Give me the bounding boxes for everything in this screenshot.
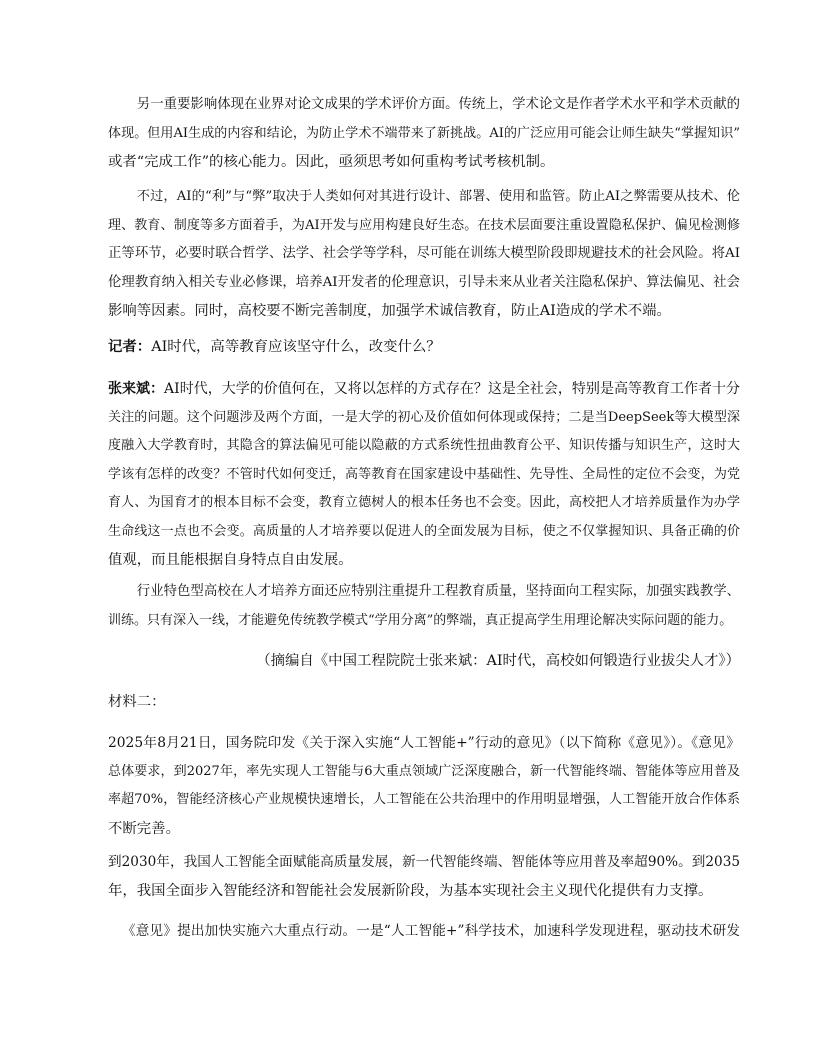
paragraph-academic-evaluation bbox=[108, 91, 740, 177]
text-line: 不过，AI的“利”与“弊”取决于人类如何对其进行设计、部署、使用和监管。防止AI之弊需要从技术、伦 bbox=[136, 189, 740, 204]
source-citation: （摘编自《中国工程院院士张来斌：AI时代，高校如何锻造行业拔尖人才》） bbox=[256, 653, 740, 669]
paragraph-policy-goals-2030 bbox=[108, 848, 740, 905]
text-line: 值观，而且能根据自身特点自由发展。 bbox=[108, 552, 353, 568]
question-text: AI时代，高等教育应该坚守什么，改变什么？ bbox=[151, 339, 441, 355]
speaker-label: 记者： bbox=[108, 338, 152, 355]
paragraph-six-actions bbox=[108, 917, 740, 946]
text-line: 育人、为国育才的根本目标不会变，教育立德树人的根本任务也不会变。因此，高校把人才培养质量作为办学 bbox=[108, 495, 740, 510]
text-line: 年，我国全面步入智能经济和智能社会发展新阶段，为基本实现社会主义现代化提供有力支撑。 bbox=[108, 882, 713, 899]
text-line: 到2030年，我国人工智能全面赋能高质量发展，新一代智能终端、智能体等应用普及率超90%。到2035 bbox=[108, 854, 740, 870]
material-two-heading: 材料二： bbox=[108, 694, 166, 710]
text-line: 另一重要影响体现在业界对论文成果的学术评价方面。传统上，学术论文是作者学术水平和学术贡献的 bbox=[136, 97, 740, 112]
answer-text: AI时代，大学的价值何在，又将以怎样的方式存在？这是全社会，特别是高等教育工作者十分 bbox=[164, 381, 741, 397]
paragraph-reporter-question bbox=[108, 333, 740, 362]
text-line: 率超70%，智能经济核心产业规模快速增长，人工智能在公共治理中的作用明显增强，人工智能开放合作体系 bbox=[108, 792, 740, 807]
paragraph-ai-pros-cons bbox=[108, 183, 740, 326]
text-line: 不断完善。 bbox=[108, 820, 180, 837]
text-line: 体现。但用AI生成的内容和结论，为防止学术不端带来了新挑战。AI的广泛应用可能会让师生缺失“掌握知识” bbox=[108, 125, 740, 141]
paragraph-engineering-education bbox=[108, 578, 740, 635]
text-line: 正等环节，必要时联合哲学、法学、社会学等学科，尽可能在训练大模型阶段即规避技术的社会风险。将AI bbox=[108, 246, 740, 261]
text-line bbox=[108, 375, 740, 404]
text-line bbox=[108, 333, 740, 362]
text-line: 《意见》提出加快实施六大重点行动。一是“人工智能+”科学技术，加速科学发现进程，驱动技术研发 bbox=[122, 923, 740, 939]
paragraph-policy-goals-2027 bbox=[108, 729, 740, 843]
text-line: 学该有怎样的改变？不管时代如何变迁，高等教育在国家建设中基础性、先导性、全局性的定位不会变，为党 bbox=[108, 466, 740, 482]
paragraph-zhang-answer bbox=[108, 375, 740, 575]
text-line: 生命线这一点也不会变。高质量的人才培养要以促进人的全面发展为目标，使之不仅掌握知识、具备正确的价 bbox=[108, 523, 740, 539]
text-line: 度融入大学教育时，其隐含的算法偏见可能以隐蔽的方式系统性扭曲教育公平、知识传播与知识生产，这时大 bbox=[108, 438, 740, 453]
text-line: 或者“完成工作”的核心能力。因此，亟须思考如何重构考试考核机制。 bbox=[108, 154, 555, 170]
text-line: 伦理教育纳入相关专业必修课，培养AI开发者的伦理意识，引导未来从业者关注隐私保护、算法偏见、社会 bbox=[108, 274, 740, 290]
text-line: 行业特色型高校在人才培养方面还应特别注重提升工程教育质量，坚持面向工程实际，加强实践教学、 bbox=[136, 584, 740, 599]
text-line: 理、教育、制度等多方面着手，为AI开发与应用构建良好生态。在技术层面要注重设置隐私保护、偏见检测修 bbox=[108, 217, 740, 233]
text-line: 关注的问题。这个问题涉及两个方面，一是大学的初心及价值如何体现或保持；二是当DeepSeek等大模型深 bbox=[108, 409, 740, 425]
text-line: 2025年8月21日，国务院印发《关于深入实施“人工智能+”行动的意见》（以下简称《意见》）。《意见》 bbox=[108, 735, 740, 751]
text-line: 训练。只有深入一线，才能避免传统教学模式“学用分离”的弊端，真正提高学生用理论解决实际问题的能力。 bbox=[108, 612, 733, 628]
speaker-label: 张来斌： bbox=[108, 381, 165, 397]
text-line: 总体要求，到2027年，率先实现人工智能与6大重点领域广泛深度融合，新一代智能终端、智能体等应用普及 bbox=[108, 763, 740, 779]
text-line: 影响等因素。同时，高校要不断完善制度，加强学术诚信教育，防止AI造成的学术不端。 bbox=[108, 303, 671, 319]
